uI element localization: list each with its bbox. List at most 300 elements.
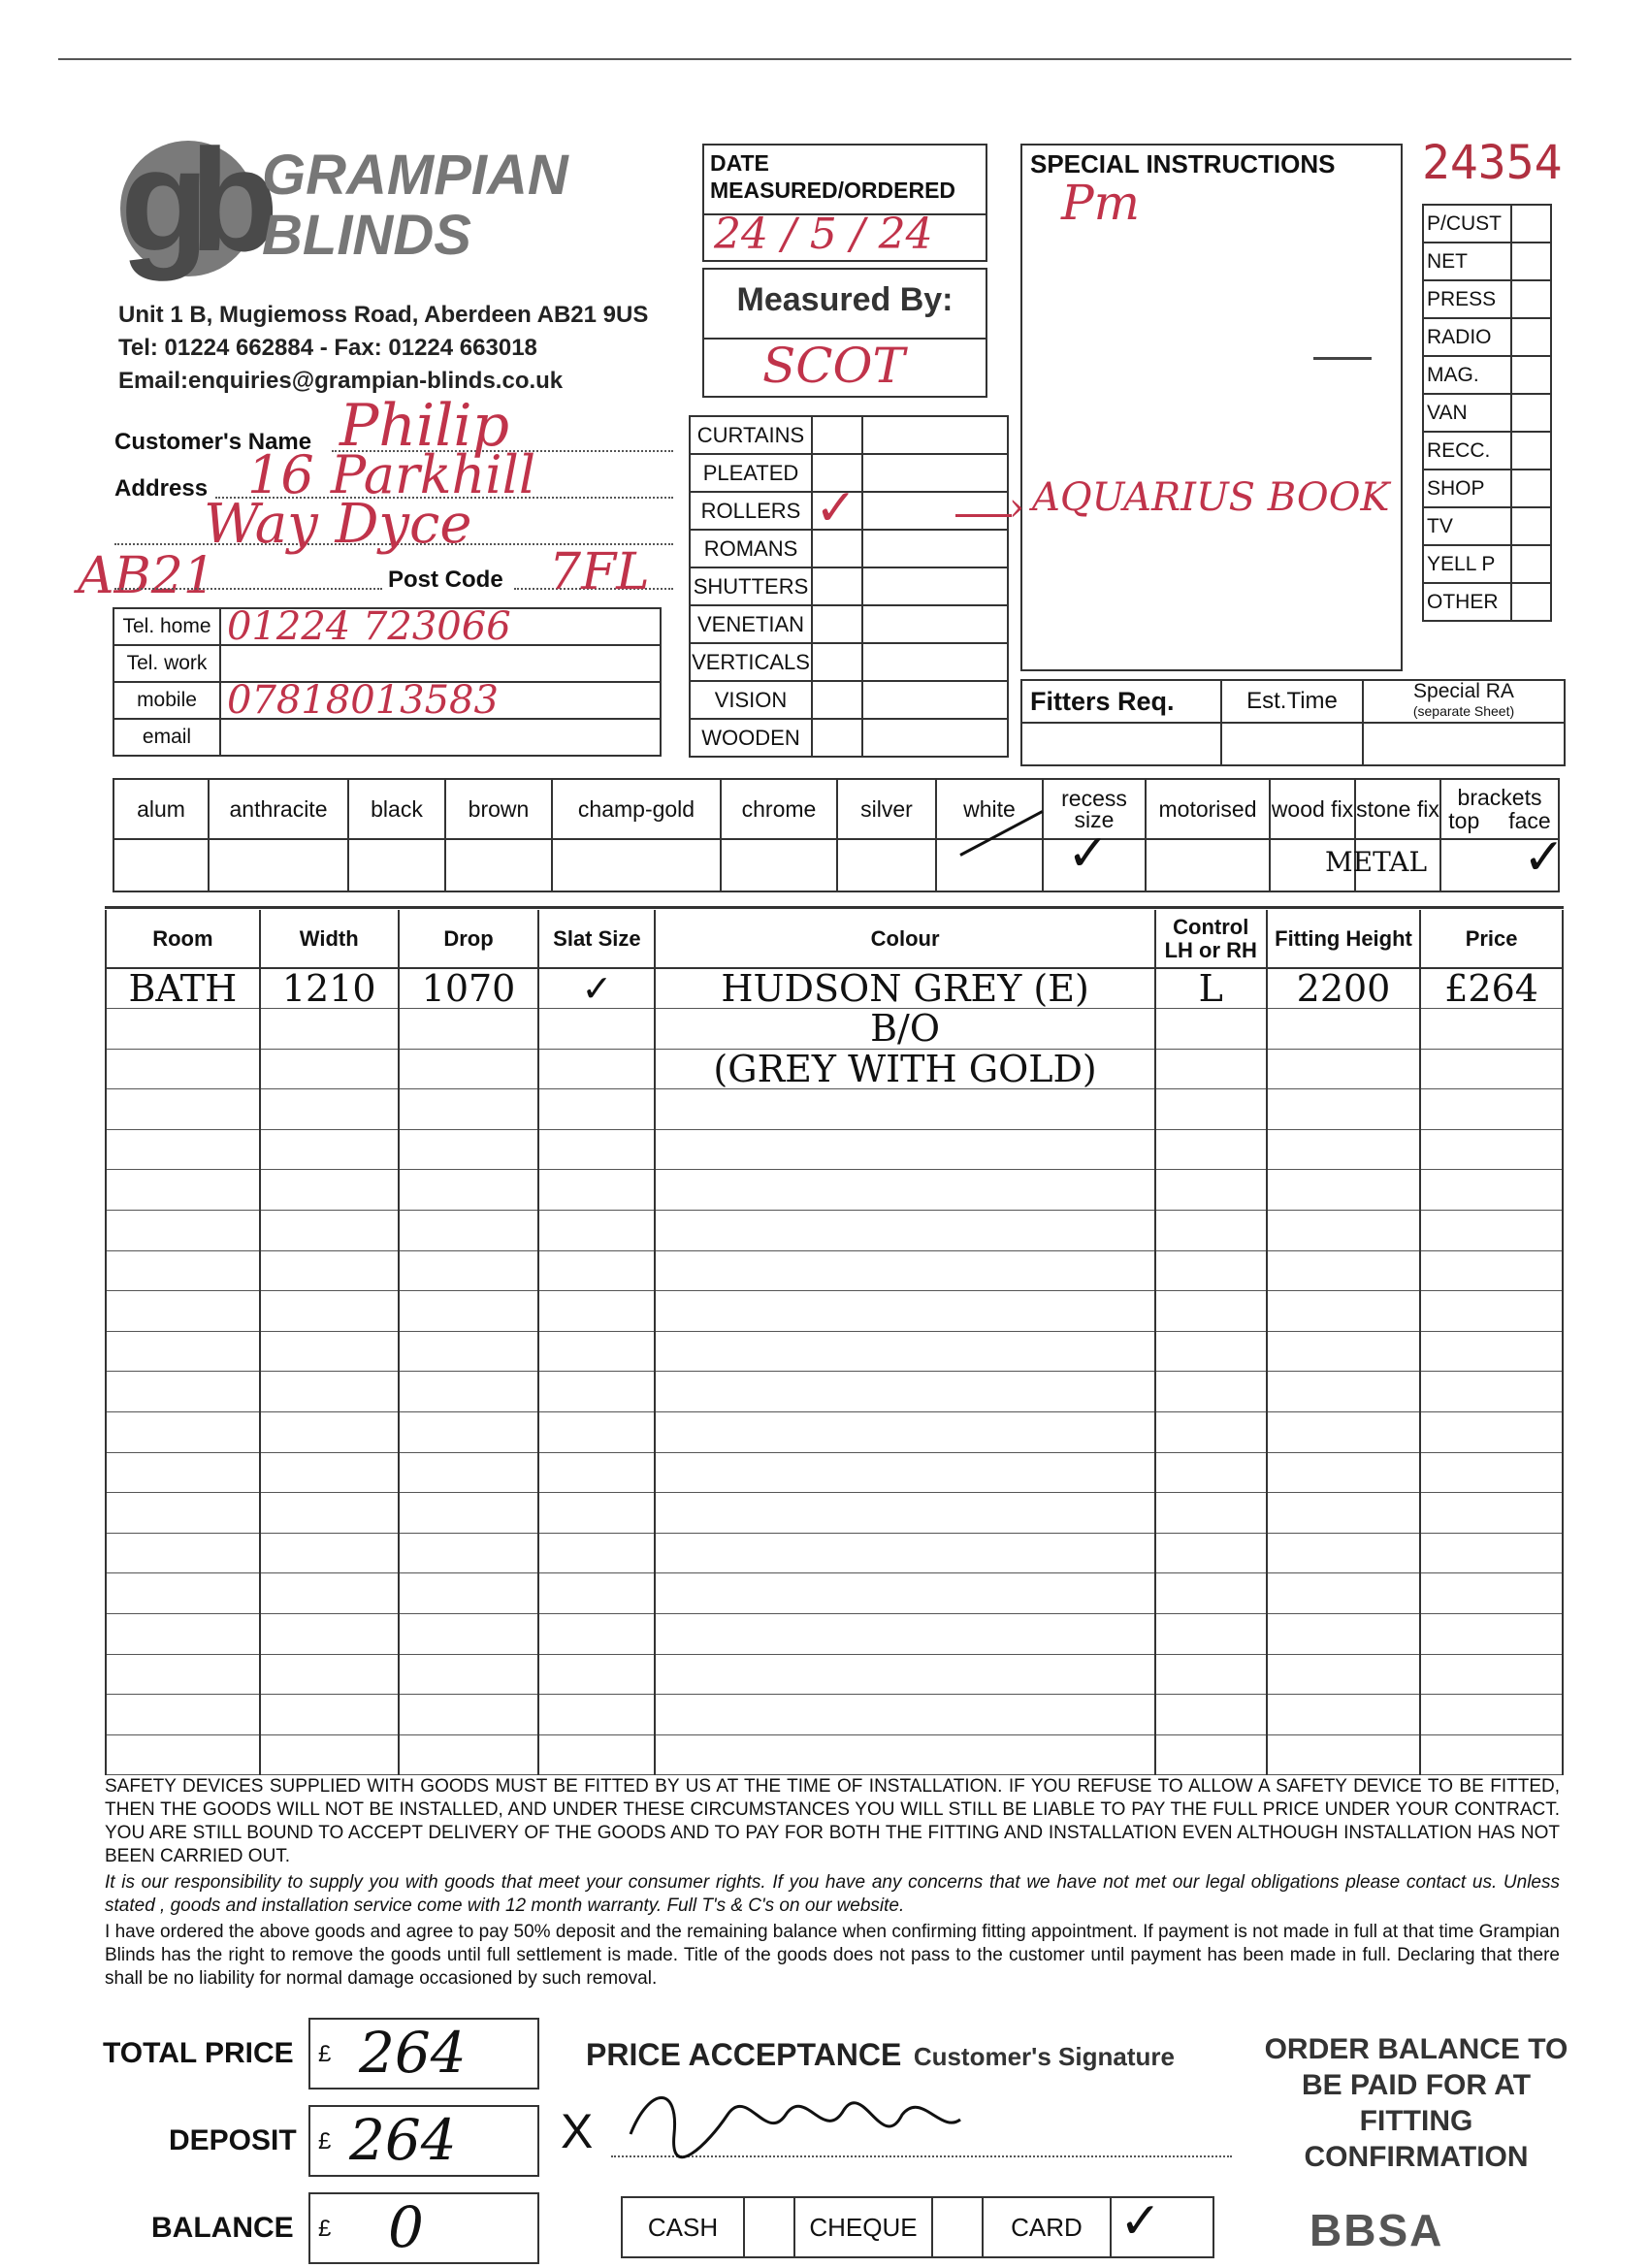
contact-value[interactable] xyxy=(220,645,661,682)
item-colour[interactable] xyxy=(655,1372,1154,1412)
balance-value[interactable]: 0 xyxy=(388,2194,424,2260)
blind-type-notes[interactable] xyxy=(862,643,1008,681)
item-control[interactable] xyxy=(1155,1049,1267,1089)
blind-type-label: CURTAINS xyxy=(690,416,812,454)
source-checkbox[interactable] xyxy=(1511,356,1551,394)
est-time-value[interactable] xyxy=(1221,723,1363,765)
blind-type-checkbox[interactable] xyxy=(812,719,862,757)
finish-checkbox[interactable] xyxy=(837,839,936,891)
item-height[interactable] xyxy=(1267,1533,1420,1573)
blind-type-notes[interactable] xyxy=(862,719,1008,757)
item-width[interactable] xyxy=(260,1734,399,1775)
item-room[interactable] xyxy=(106,1009,260,1050)
item-slat[interactable] xyxy=(538,1654,655,1695)
item-slat[interactable] xyxy=(538,1089,655,1130)
item-control[interactable] xyxy=(1155,1614,1267,1655)
item-width[interactable] xyxy=(260,1331,399,1372)
blind-type-label: ROMANS xyxy=(690,530,812,567)
item-width[interactable] xyxy=(260,1695,399,1735)
items-header: Control LH or RH xyxy=(1155,910,1267,968)
address-value-line2[interactable]: Way Dyce xyxy=(204,493,472,556)
item-slat[interactable] xyxy=(538,1533,655,1573)
date-box xyxy=(702,144,987,262)
item-drop[interactable]: 1070 xyxy=(399,968,539,1009)
item-width[interactable] xyxy=(260,1493,399,1534)
source-checkbox[interactable] xyxy=(1511,318,1551,356)
item-colour[interactable]: HUDSON GREY (E) xyxy=(655,968,1154,1009)
signature-label: Customer's Signature xyxy=(913,2042,1175,2071)
source-label: RADIO xyxy=(1423,318,1511,356)
item-drop[interactable] xyxy=(399,1170,539,1211)
source-label: SHOP xyxy=(1423,470,1511,507)
item-slat[interactable] xyxy=(538,1412,655,1453)
item-height[interactable] xyxy=(1267,1049,1420,1089)
item-drop[interactable] xyxy=(399,1250,539,1291)
item-price[interactable] xyxy=(1420,1654,1563,1695)
item-price[interactable] xyxy=(1420,1493,1563,1534)
item-drop[interactable] xyxy=(399,1533,539,1573)
item-room[interactable] xyxy=(106,1291,260,1332)
est-time-label: Est.Time xyxy=(1221,680,1363,723)
consumer-rights: It is our responsibility to supply you with goods that meet your consumer rights. If you have any concerns that we have not met our legal obligations please contact us. Unless stated , goods and installation service come with 12 month warranty. Full T's & C's on our website. xyxy=(105,1872,1560,1916)
cash-box[interactable] xyxy=(744,2197,794,2257)
item-height[interactable] xyxy=(1267,1089,1420,1130)
item-price[interactable] xyxy=(1420,1695,1563,1735)
special-ra-cell xyxy=(1363,680,1565,723)
blind-type-notes[interactable] xyxy=(862,454,1008,492)
item-colour[interactable] xyxy=(655,1695,1154,1735)
finish-checkbox[interactable] xyxy=(348,839,445,891)
table-row xyxy=(106,968,1563,1009)
item-colour[interactable] xyxy=(655,1331,1154,1372)
source-checkbox[interactable] xyxy=(1511,394,1551,432)
balance-box xyxy=(308,2192,539,2264)
item-slat[interactable] xyxy=(538,1211,655,1251)
blind-type-label: WOODEN xyxy=(690,719,812,757)
item-control[interactable] xyxy=(1155,1493,1267,1534)
balance-currency: £ xyxy=(318,2216,332,2242)
item-height[interactable] xyxy=(1267,1654,1420,1695)
item-height[interactable] xyxy=(1267,1129,1420,1170)
item-slat[interactable] xyxy=(538,1372,655,1412)
total-price-value[interactable]: 264 xyxy=(359,2020,467,2086)
item-colour[interactable]: B/O xyxy=(655,1009,1154,1050)
item-colour[interactable] xyxy=(655,1291,1154,1332)
item-price[interactable] xyxy=(1420,1614,1563,1655)
item-slat[interactable] xyxy=(538,1695,655,1735)
finish-header: white xyxy=(936,779,1043,839)
table-row xyxy=(106,1695,1563,1735)
item-height[interactable] xyxy=(1267,1614,1420,1655)
item-colour[interactable] xyxy=(655,1129,1154,1170)
item-price[interactable] xyxy=(1420,1331,1563,1372)
item-price[interactable] xyxy=(1420,1372,1563,1412)
item-height[interactable]: 2200 xyxy=(1267,968,1420,1009)
item-control[interactable] xyxy=(1155,1089,1267,1130)
rollers-tick: ✓ xyxy=(815,479,857,537)
item-drop[interactable] xyxy=(399,1573,539,1614)
source-checkbox[interactable] xyxy=(1511,243,1551,280)
company-email: Email:enquiries@grampian-blinds.co.uk xyxy=(118,368,564,394)
contact-row xyxy=(113,608,661,645)
blind-type-notes[interactable] xyxy=(862,492,1008,530)
blind-type-checkbox[interactable] xyxy=(812,567,862,605)
customer-name-value[interactable]: Philip xyxy=(340,392,509,460)
item-width[interactable] xyxy=(260,1533,399,1573)
item-width[interactable] xyxy=(260,1089,399,1130)
table-row xyxy=(106,1573,1563,1614)
item-price[interactable] xyxy=(1420,1573,1563,1614)
item-room[interactable] xyxy=(106,1533,260,1573)
blind-type-label: ROLLERS xyxy=(690,492,812,530)
item-height[interactable] xyxy=(1267,1734,1420,1775)
blind-type-checkbox[interactable] xyxy=(812,605,862,643)
source-row xyxy=(1423,545,1551,583)
item-room[interactable] xyxy=(106,1089,260,1130)
item-drop[interactable] xyxy=(399,1211,539,1251)
item-room[interactable] xyxy=(106,1049,260,1089)
postcode-line-a xyxy=(114,588,382,590)
item-drop[interactable] xyxy=(399,1049,539,1089)
item-width[interactable] xyxy=(260,1654,399,1695)
item-drop[interactable] xyxy=(399,1452,539,1493)
bracket-top-label: top xyxy=(1448,808,1480,833)
blind-type-checkbox[interactable] xyxy=(812,530,862,567)
source-row xyxy=(1423,205,1551,243)
item-room[interactable] xyxy=(106,1331,260,1372)
item-room[interactable] xyxy=(106,1573,260,1614)
item-colour[interactable] xyxy=(655,1089,1154,1130)
source-label: MAG. xyxy=(1423,356,1511,394)
item-colour[interactable] xyxy=(655,1211,1154,1251)
blind-type-checkbox[interactable] xyxy=(812,681,862,719)
finish-checkbox[interactable] xyxy=(113,839,209,891)
item-colour[interactable] xyxy=(655,1250,1154,1291)
item-height[interactable] xyxy=(1267,1412,1420,1453)
brand-line1: GRAMPIAN xyxy=(262,144,568,207)
item-room[interactable] xyxy=(106,1695,260,1735)
item-control[interactable] xyxy=(1155,1211,1267,1251)
recess-size-tick: ✓ xyxy=(1067,825,1110,883)
finish-header: recess size xyxy=(1043,779,1146,839)
blind-type-row xyxy=(690,719,1008,757)
cheque-box[interactable] xyxy=(932,2197,983,2257)
table-row xyxy=(106,1170,1563,1211)
order-balance-note: ORDER BALANCE TO BE PAID FOR AT FITTING CONFIRMATION xyxy=(1264,2033,1568,2173)
item-drop[interactable] xyxy=(399,1089,539,1130)
item-room[interactable] xyxy=(106,1250,260,1291)
source-checkbox[interactable] xyxy=(1511,470,1551,507)
item-drop[interactable] xyxy=(399,1291,539,1332)
item-control[interactable] xyxy=(1155,1412,1267,1453)
item-control[interactable] xyxy=(1155,1573,1267,1614)
items-header: Slat Size xyxy=(538,910,655,968)
customer-signature[interactable] xyxy=(621,2076,970,2163)
logo-letters: gb xyxy=(120,118,260,281)
item-width[interactable]: 1210 xyxy=(260,968,399,1009)
contact-label: Tel. work xyxy=(113,645,220,682)
finish-header: wood fix xyxy=(1270,779,1355,839)
item-colour[interactable]: (GREY WITH GOLD) xyxy=(655,1049,1154,1089)
balance-label: BALANCE xyxy=(151,2212,294,2244)
item-width[interactable] xyxy=(260,1452,399,1493)
item-width[interactable] xyxy=(260,1573,399,1614)
price-acceptance-label: PRICE ACCEPTANCE xyxy=(586,2037,902,2072)
item-control[interactable] xyxy=(1155,1654,1267,1695)
item-colour[interactable] xyxy=(655,1412,1154,1453)
contact-label: email xyxy=(113,719,220,756)
item-price[interactable] xyxy=(1420,1009,1563,1050)
item-height[interactable] xyxy=(1267,1372,1420,1412)
item-price[interactable] xyxy=(1420,1452,1563,1493)
source-row xyxy=(1423,470,1551,507)
blind-type-table xyxy=(689,415,1009,758)
item-drop[interactable] xyxy=(399,1372,539,1412)
finish-checkbox[interactable] xyxy=(209,839,348,891)
item-price[interactable] xyxy=(1420,1734,1563,1775)
item-room[interactable] xyxy=(106,1170,260,1211)
item-slat[interactable] xyxy=(538,1734,655,1775)
blind-type-notes[interactable] xyxy=(862,681,1008,719)
item-control[interactable] xyxy=(1155,1734,1267,1775)
contact-value[interactable] xyxy=(220,719,661,756)
item-control[interactable] xyxy=(1155,1695,1267,1735)
table-row xyxy=(106,1331,1563,1372)
item-control[interactable] xyxy=(1155,1331,1267,1372)
safety-terms: SAFETY DEVICES SUPPLIED WITH GOODS MUST BE FITTED BY US AT THE TIME OF INSTALLATION. IF YOU REFUSE TO ALLOW A SAFETY DEVICE TO BE FITTED, THEN THE GOODS WILL NOT BE INSTALLED, AND UNDER THESE CIRCUMSTANCES YOU WILL STILL BE LIABLE TO PAY THE FULL PRICE UNDER YOUR CONTRACT. YOU ARE STILL BOUND TO ACCEPT DELIVERY OF THE GOODS AND TO PAY FOR BOTH THE FITTING AND INSTALLATION EVEN ALTHOUGH INSTALLATION HAS NOT BEEN CARRIED OUT. xyxy=(105,1776,1560,1866)
item-price[interactable] xyxy=(1420,1089,1563,1130)
item-width[interactable] xyxy=(260,1211,399,1251)
contact-value[interactable]: 07818013583 xyxy=(220,682,661,719)
item-control[interactable] xyxy=(1155,1452,1267,1493)
finish-checkbox[interactable] xyxy=(552,839,721,891)
item-price[interactable]: £264 xyxy=(1420,968,1563,1009)
item-control[interactable]: L xyxy=(1155,968,1267,1009)
blind-type-notes[interactable] xyxy=(862,567,1008,605)
blind-type-notes[interactable] xyxy=(862,530,1008,567)
finish-header: anthracite xyxy=(209,779,348,839)
source-checkbox[interactable] xyxy=(1511,507,1551,545)
finish-header: motorised xyxy=(1146,779,1270,839)
item-control[interactable] xyxy=(1155,1250,1267,1291)
source-checkbox[interactable] xyxy=(1511,545,1551,583)
item-slat[interactable] xyxy=(538,1009,655,1050)
item-height[interactable] xyxy=(1267,1331,1420,1372)
fitters-req-value[interactable] xyxy=(1021,723,1221,765)
blind-type-row xyxy=(690,681,1008,719)
finish-header: stone fix xyxy=(1355,779,1440,839)
item-control[interactable] xyxy=(1155,1170,1267,1211)
item-width[interactable] xyxy=(260,1170,399,1211)
item-colour[interactable] xyxy=(655,1734,1154,1775)
bracket-face-label: face xyxy=(1508,808,1551,833)
item-colour[interactable] xyxy=(655,1493,1154,1534)
postcode-part-a[interactable]: AB21 xyxy=(78,547,215,605)
item-width[interactable] xyxy=(260,1412,399,1453)
finish-checkbox[interactable] xyxy=(721,839,837,891)
item-drop[interactable] xyxy=(399,1654,539,1695)
item-room[interactable] xyxy=(106,1734,260,1775)
item-height[interactable] xyxy=(1267,1211,1420,1251)
item-room[interactable] xyxy=(106,1493,260,1534)
source-checkbox[interactable] xyxy=(1511,583,1551,621)
item-colour[interactable] xyxy=(655,1614,1154,1655)
card-box[interactable] xyxy=(1111,2192,1213,2257)
card-label: CARD xyxy=(983,2197,1111,2257)
item-slat[interactable] xyxy=(538,1573,655,1614)
contact-value[interactable]: 01224 723066 xyxy=(220,608,661,645)
source-label: P/CUST xyxy=(1423,205,1511,243)
item-slat[interactable] xyxy=(538,1049,655,1089)
item-drop[interactable] xyxy=(399,1695,539,1735)
measured-by-value[interactable]: SCOT xyxy=(762,338,905,394)
item-drop[interactable] xyxy=(399,1614,539,1655)
table-row xyxy=(106,1614,1563,1655)
source-label: PRESS xyxy=(1423,280,1511,318)
item-colour[interactable] xyxy=(655,1452,1154,1493)
blind-type-label: PLEATED xyxy=(690,454,812,492)
items-table xyxy=(105,910,1564,1775)
brand-name xyxy=(262,146,568,266)
item-height[interactable] xyxy=(1267,1573,1420,1614)
item-drop[interactable] xyxy=(399,1412,539,1453)
item-height[interactable] xyxy=(1267,1452,1420,1493)
item-price[interactable] xyxy=(1420,1129,1563,1170)
item-price[interactable] xyxy=(1420,1170,1563,1211)
item-price[interactable] xyxy=(1420,1533,1563,1573)
blind-type-notes[interactable] xyxy=(862,416,1008,454)
source-row xyxy=(1423,280,1551,318)
item-height[interactable] xyxy=(1267,1695,1420,1735)
finish-checkbox[interactable] xyxy=(1146,839,1270,891)
item-width[interactable] xyxy=(260,1372,399,1412)
blind-type-row xyxy=(690,643,1008,681)
item-slat[interactable] xyxy=(538,1170,655,1211)
item-price[interactable] xyxy=(1420,1291,1563,1332)
item-width[interactable] xyxy=(260,1291,399,1332)
item-width[interactable] xyxy=(260,1049,399,1089)
item-room[interactable] xyxy=(106,1129,260,1170)
source-label: VAN xyxy=(1423,394,1511,432)
source-label: NET xyxy=(1423,243,1511,280)
address-value-line1[interactable]: 16 Parkhill xyxy=(247,444,536,505)
item-control[interactable] xyxy=(1155,1009,1267,1050)
item-height[interactable] xyxy=(1267,1291,1420,1332)
special-ra-value[interactable] xyxy=(1363,723,1565,765)
items-header: Room xyxy=(106,910,260,968)
special-instructions-note[interactable]: AQUARIUS BOOK xyxy=(1032,475,1390,520)
finish-header: black xyxy=(348,779,445,839)
item-drop[interactable] xyxy=(399,1493,539,1534)
item-slat[interactable] xyxy=(538,1291,655,1332)
item-room[interactable] xyxy=(106,1412,260,1453)
item-control[interactable] xyxy=(1155,1129,1267,1170)
item-room[interactable] xyxy=(106,1452,260,1493)
item-slat[interactable] xyxy=(538,1614,655,1655)
item-width[interactable] xyxy=(260,1129,399,1170)
item-width[interactable] xyxy=(260,1250,399,1291)
item-slat[interactable] xyxy=(538,1452,655,1493)
item-width[interactable] xyxy=(260,1614,399,1655)
item-slat[interactable] xyxy=(538,1250,655,1291)
blind-type-checkbox[interactable] xyxy=(812,643,862,681)
item-slat[interactable] xyxy=(538,1331,655,1372)
item-slat[interactable]: ✓ xyxy=(538,968,655,1009)
item-room[interactable]: BATH xyxy=(106,968,260,1009)
deposit-box xyxy=(308,2105,539,2177)
items-header: Fitting Height xyxy=(1267,910,1420,968)
blind-type-notes[interactable] xyxy=(862,605,1008,643)
measured-by-box xyxy=(702,268,987,398)
special-instructions-value[interactable]: Pm xyxy=(1061,175,1141,231)
finish-header: brown xyxy=(445,779,552,839)
item-drop[interactable] xyxy=(399,1734,539,1775)
item-height[interactable] xyxy=(1267,1493,1420,1534)
item-price[interactable] xyxy=(1420,1412,1563,1453)
special-instructions-box xyxy=(1020,144,1403,671)
item-drop[interactable] xyxy=(399,1129,539,1170)
source-checkbox[interactable] xyxy=(1511,280,1551,318)
blind-type-checkbox[interactable] xyxy=(812,416,862,454)
item-control[interactable] xyxy=(1155,1372,1267,1412)
item-room[interactable] xyxy=(106,1614,260,1655)
table-row xyxy=(106,1089,1563,1130)
item-room[interactable] xyxy=(106,1654,260,1695)
date-value[interactable]: 24 / 5 / 24 xyxy=(714,210,933,259)
source-checkbox[interactable] xyxy=(1511,205,1551,243)
item-height[interactable] xyxy=(1267,1170,1420,1211)
source-row xyxy=(1423,432,1551,470)
company-contact xyxy=(118,299,648,398)
item-slat[interactable] xyxy=(538,1129,655,1170)
item-price[interactable] xyxy=(1420,1211,1563,1251)
item-colour[interactable] xyxy=(655,1654,1154,1695)
item-colour[interactable] xyxy=(655,1170,1154,1211)
item-slat[interactable] xyxy=(538,1493,655,1534)
item-width[interactable] xyxy=(260,1009,399,1050)
special-ra-sub: (separate Sheet) xyxy=(1412,703,1515,719)
deposit-value[interactable]: 264 xyxy=(349,2107,457,2173)
item-price[interactable] xyxy=(1420,1250,1563,1291)
item-room[interactable] xyxy=(106,1211,260,1251)
item-drop[interactable] xyxy=(399,1009,539,1050)
blind-type-checkbox[interactable] xyxy=(812,479,862,537)
table-row xyxy=(106,1129,1563,1170)
item-height[interactable] xyxy=(1267,1009,1420,1050)
item-control[interactable] xyxy=(1155,1533,1267,1573)
source-checkbox[interactable] xyxy=(1511,432,1551,470)
blind-type-row xyxy=(690,416,1008,454)
table-row xyxy=(106,1372,1563,1412)
item-colour[interactable] xyxy=(655,1533,1154,1573)
table-row xyxy=(106,1291,1563,1332)
address-label: Address xyxy=(114,475,209,502)
items-header: Colour xyxy=(655,910,1154,968)
finish-checkbox[interactable] xyxy=(936,839,1043,891)
blind-type-row xyxy=(690,605,1008,643)
item-height[interactable] xyxy=(1267,1250,1420,1291)
table-row xyxy=(106,1412,1563,1453)
item-price[interactable] xyxy=(1420,1049,1563,1089)
item-colour[interactable] xyxy=(655,1573,1154,1614)
item-drop[interactable] xyxy=(399,1331,539,1372)
finish-checkbox[interactable] xyxy=(445,839,552,891)
postcode-part-b[interactable]: 7FL xyxy=(549,543,650,601)
blind-type-label: VISION xyxy=(690,681,812,719)
metal-note: METAL xyxy=(1325,846,1428,878)
item-control[interactable] xyxy=(1155,1291,1267,1332)
item-room[interactable] xyxy=(106,1372,260,1412)
